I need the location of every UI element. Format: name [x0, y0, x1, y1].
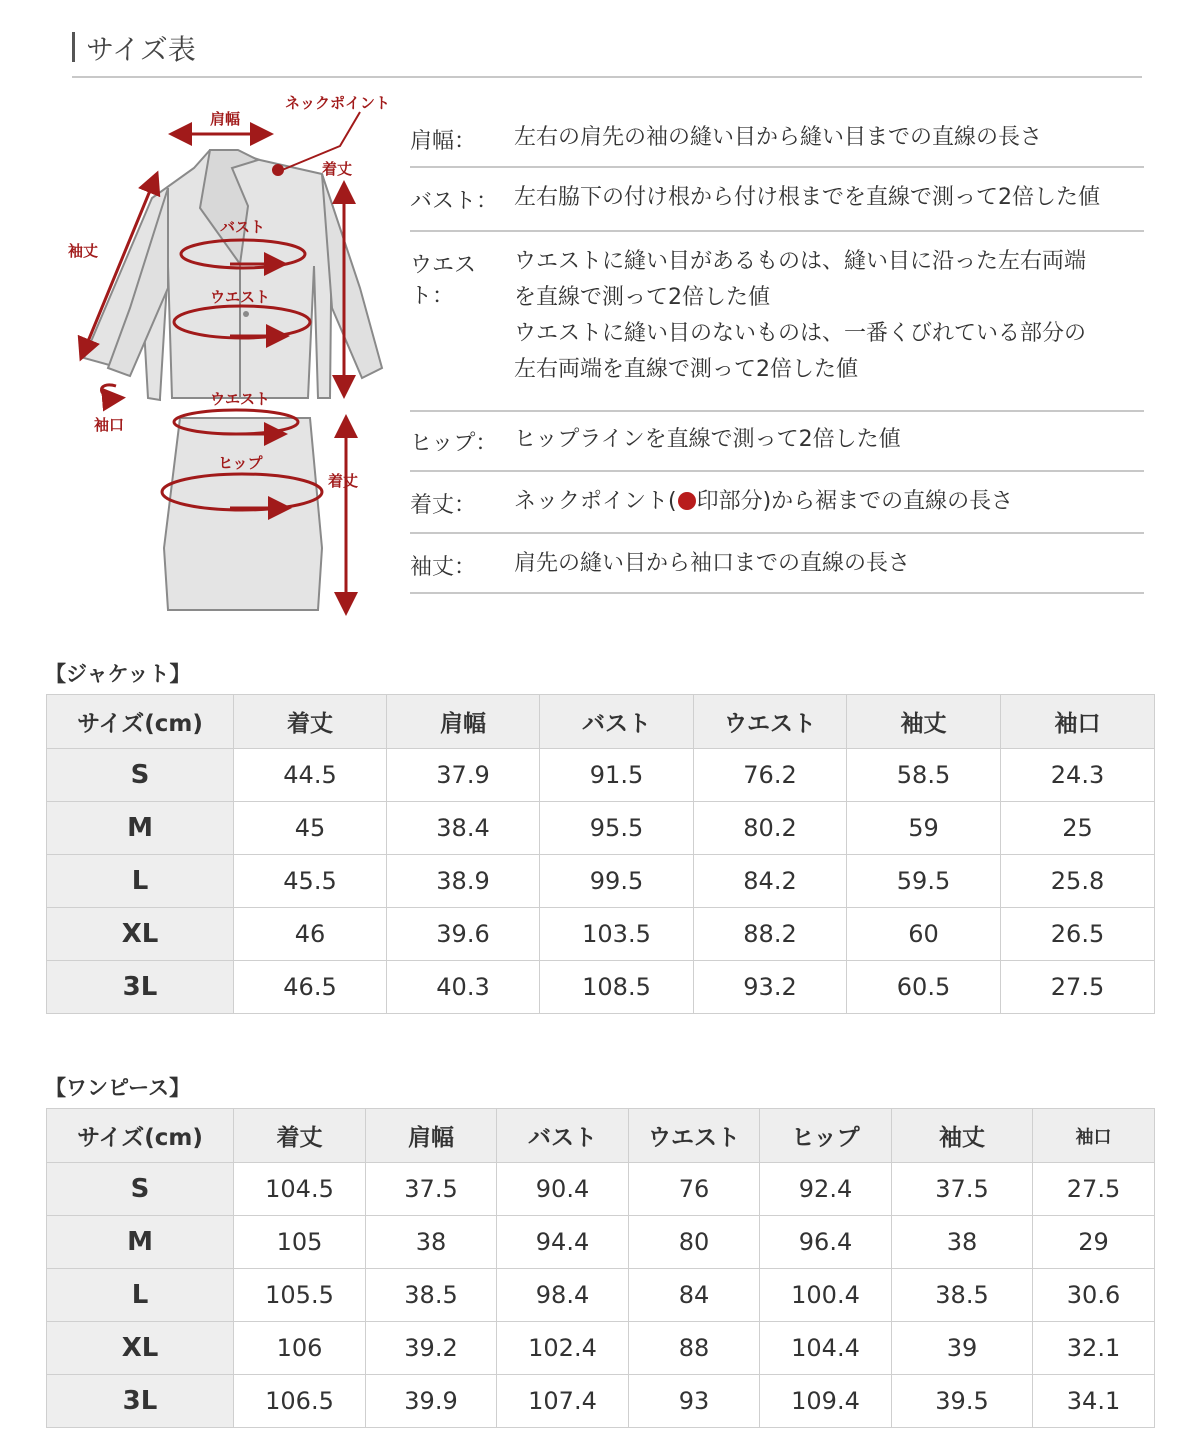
definition-text: ウエストに縫い目のないものは、一番くびれている部分の — [514, 321, 1087, 346]
table-header: 肩幅 — [387, 695, 540, 749]
table-cell: 107.4 — [497, 1375, 629, 1428]
table-cell: 84.2 — [694, 855, 847, 908]
table-cell: 98.4 — [497, 1269, 629, 1322]
table-header-row — [47, 695, 1155, 749]
table-cell: 38.9 — [387, 855, 540, 908]
table-cell: 39.5 — [892, 1375, 1033, 1428]
table-cell: 76 — [629, 1163, 760, 1216]
table-header: 肩幅 — [366, 1109, 497, 1163]
table-cell: 104.4 — [760, 1322, 892, 1375]
table-row — [47, 855, 1155, 908]
table-cell: 38.5 — [892, 1269, 1033, 1322]
table-cell: 44.5 — [234, 749, 387, 802]
table-cell: 37.5 — [892, 1163, 1033, 1216]
table-cell: 45.5 — [234, 855, 387, 908]
table-header: ウエスト — [629, 1109, 760, 1163]
table-header: ウエスト — [694, 695, 847, 749]
table-cell: 46 — [234, 908, 387, 961]
definition-text: 印部分)から裾までの直線の長さ — [696, 489, 1014, 514]
table-cell: 96.4 — [760, 1216, 892, 1269]
section-header — [72, 26, 1142, 78]
definition-text: 左右脇下の付け根から付け根までを直線で測って2倍した値 — [514, 185, 1100, 210]
table-cell: 104.5 — [234, 1163, 366, 1216]
definition-sleeve — [410, 534, 1144, 594]
size-cell: M — [47, 1216, 234, 1269]
table-row — [47, 749, 1155, 802]
table-cell: 38 — [366, 1216, 497, 1269]
table-cell: 32.1 — [1033, 1322, 1155, 1375]
size-cell: XL — [47, 908, 234, 961]
table-cell: 60 — [847, 908, 1001, 961]
shoulder-label: 肩幅 — [209, 110, 241, 128]
table-cell: 38 — [892, 1216, 1033, 1269]
table-cell: 25.8 — [1001, 855, 1155, 908]
table-row — [47, 1269, 1155, 1322]
definition-text: ウエストに縫い目があるものは、縫い目に沿った左右両端 — [514, 249, 1087, 274]
table-cell: 39 — [892, 1322, 1033, 1375]
table-cell: 105.5 — [234, 1269, 366, 1322]
table-header: サイズ(cm) — [47, 695, 234, 749]
table-cell: 76.2 — [694, 749, 847, 802]
bust-label: バスト — [220, 218, 266, 236]
length-top-label: 着丈 — [322, 160, 353, 178]
neck-point-dot-icon — [678, 492, 696, 510]
table-header: 袖丈 — [892, 1109, 1033, 1163]
table-header: 袖口 — [1033, 1109, 1155, 1163]
table-cell: 109.4 — [760, 1375, 892, 1428]
table-cell: 95.5 — [540, 802, 694, 855]
waist-bottom-label: ウエスト — [210, 390, 271, 408]
garment-illustration — [60, 88, 405, 618]
table-cell: 106 — [234, 1322, 366, 1375]
definition-text: 肩先の縫い目から袖口までの直線の長さ — [514, 551, 911, 576]
table-header: 袖口 — [1001, 695, 1155, 749]
table-cell: 88 — [629, 1322, 760, 1375]
table-cell: 84 — [629, 1269, 760, 1322]
table-cell: 40.3 — [387, 961, 540, 1014]
size-cell: M — [47, 802, 234, 855]
title-accent-bar — [72, 32, 75, 62]
definition-waist — [410, 232, 1144, 412]
table-cell: 100.4 — [760, 1269, 892, 1322]
table-cell: 80.2 — [694, 802, 847, 855]
size-cell: 3L — [47, 1375, 234, 1428]
measurement-diagram — [60, 88, 405, 618]
table-cell: 39.9 — [366, 1375, 497, 1428]
definition-text: ヒップラインを直線で測って2倍した値 — [514, 427, 901, 452]
table-cell: 91.5 — [540, 749, 694, 802]
definition-term: 着丈： — [410, 493, 477, 518]
table-cell: 29 — [1033, 1216, 1155, 1269]
table-row — [47, 1322, 1155, 1375]
table-header: 着丈 — [234, 1109, 366, 1163]
table-row — [47, 1216, 1155, 1269]
table-row — [47, 961, 1155, 1014]
table-cell: 37.9 — [387, 749, 540, 802]
skirt-shape — [164, 418, 322, 610]
neck-point-dot — [272, 164, 284, 176]
definition-term: ヒップ： — [410, 431, 498, 456]
table-cell: 80 — [629, 1216, 760, 1269]
table-cell: 38.5 — [366, 1269, 497, 1322]
definition-shoulder — [410, 112, 1144, 168]
table-cell: 30.6 — [1033, 1269, 1155, 1322]
sleeve-label: 袖丈 — [68, 242, 99, 260]
table-cell: 39.2 — [366, 1322, 497, 1375]
table-cell: 88.2 — [694, 908, 847, 961]
definition-term: 袖丈： — [410, 555, 477, 580]
definition-text: 左右の肩先の袖の縫い目から縫い目までの直線の長さ — [514, 125, 1043, 150]
table-row — [47, 802, 1155, 855]
table-cell: 92.4 — [760, 1163, 892, 1216]
table-cell: 99.5 — [540, 855, 694, 908]
table-cell: 58.5 — [847, 749, 1001, 802]
length-bottom-label: 着丈 — [328, 472, 359, 490]
definition-length — [410, 472, 1144, 534]
table-cell: 93 — [629, 1375, 760, 1428]
table-header: ヒップ — [760, 1109, 892, 1163]
size-cell: L — [47, 1269, 234, 1322]
table-header: バスト — [497, 1109, 629, 1163]
table-cell: 37.5 — [366, 1163, 497, 1216]
table-cell: 46.5 — [234, 961, 387, 1014]
table-row — [47, 1375, 1155, 1428]
table-cell: 59 — [847, 802, 1001, 855]
jacket-section-label: 【ジャケット】 — [45, 662, 191, 686]
table-row — [47, 908, 1155, 961]
jacket-size-table — [46, 694, 1155, 1014]
definition-term: バスト： — [410, 189, 499, 214]
definition-term: 肩幅： — [410, 129, 477, 154]
table-cell: 106.5 — [234, 1375, 366, 1428]
size-cell: 3L — [47, 961, 234, 1014]
definition-hip — [410, 412, 1144, 472]
definition-bust — [410, 168, 1144, 232]
size-cell: L — [47, 855, 234, 908]
table-row — [47, 1163, 1155, 1216]
table-cell: 25 — [1001, 802, 1155, 855]
table-header: 着丈 — [234, 695, 387, 749]
table-cell: 102.4 — [497, 1322, 629, 1375]
onepiece-section-label: 【ワンピース】 — [45, 1076, 191, 1100]
neck-point-label: ネックポイント — [285, 94, 391, 112]
table-cell: 39.6 — [387, 908, 540, 961]
table-cell: 27.5 — [1033, 1163, 1155, 1216]
table-header-row — [47, 1109, 1155, 1163]
table-cell: 59.5 — [847, 855, 1001, 908]
measurement-definitions — [410, 112, 1144, 594]
table-cell: 26.5 — [1001, 908, 1155, 961]
table-header: バスト — [540, 695, 694, 749]
table-cell: 45 — [234, 802, 387, 855]
onepiece-size-table — [46, 1108, 1155, 1428]
size-cell: XL — [47, 1322, 234, 1375]
table-cell: 27.5 — [1001, 961, 1155, 1014]
table-cell: 93.2 — [694, 961, 847, 1014]
definition-text: 左右両端を直線で測って2倍した値 — [514, 357, 858, 382]
definition-term: ウエスト： — [410, 253, 477, 309]
table-cell: 94.4 — [497, 1216, 629, 1269]
cuff-label: 袖口 — [94, 416, 125, 434]
table-cell: 108.5 — [540, 961, 694, 1014]
table-header: 袖丈 — [847, 695, 1001, 749]
size-cell: S — [47, 1163, 234, 1216]
definition-text: を直線で測って2倍した値 — [514, 285, 770, 310]
hip-label: ヒップ — [218, 454, 263, 472]
table-header: サイズ(cm) — [47, 1109, 234, 1163]
table-cell: 60.5 — [847, 961, 1001, 1014]
size-cell: S — [47, 749, 234, 802]
table-cell: 103.5 — [540, 908, 694, 961]
table-cell: 90.4 — [497, 1163, 629, 1216]
waist-top-label: ウエスト — [210, 288, 271, 306]
table-cell: 105 — [234, 1216, 366, 1269]
definition-text: ネックポイント( — [514, 489, 677, 514]
page-title: サイズ表 — [86, 33, 196, 66]
table-cell: 24.3 — [1001, 749, 1155, 802]
table-cell: 34.1 — [1033, 1375, 1155, 1428]
table-cell: 38.4 — [387, 802, 540, 855]
